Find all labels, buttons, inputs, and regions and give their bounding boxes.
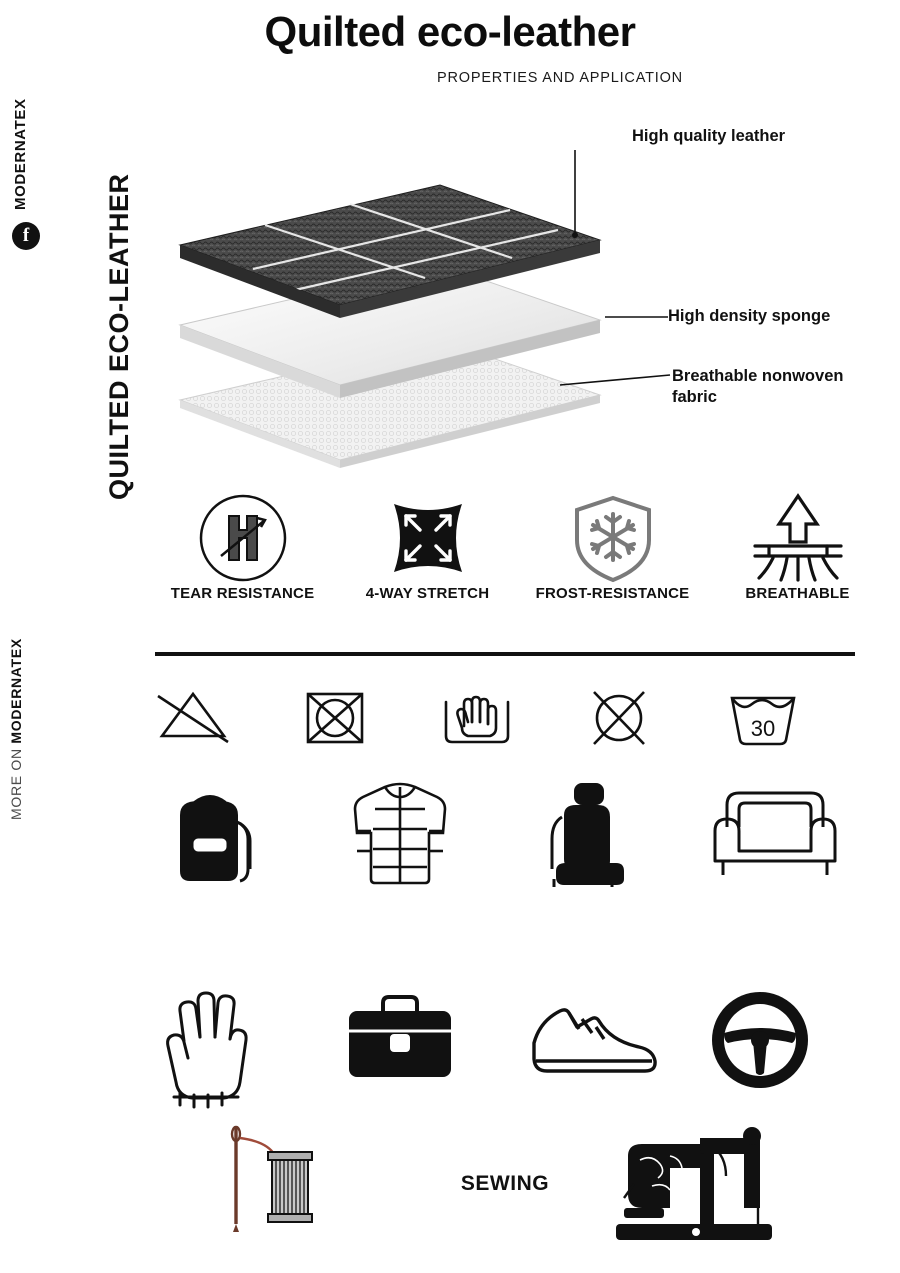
- applications-row-2: [150, 985, 890, 1115]
- applications-row-1: [150, 775, 890, 905]
- application-sofa: [705, 775, 890, 905]
- feature-label: FROST-RESISTANCE: [535, 585, 690, 602]
- sneaker-icon: [520, 985, 670, 1085]
- callout-high-quality-leather: High quality leather: [632, 127, 786, 145]
- page-subtitle: PROPERTIES AND APPLICATION: [437, 70, 683, 86]
- wash-30-icon: [718, 682, 808, 752]
- application-sneaker: [520, 985, 705, 1115]
- do-not-bleach-icon: [150, 682, 236, 752]
- needle-and-thread-icon: [220, 1120, 350, 1250]
- four-way-stretch-icon: [335, 490, 520, 585]
- care-hand-wash: [434, 682, 576, 752]
- callout-high-density-sponge: High density sponge: [668, 307, 831, 325]
- application-puffer-jacket: [335, 775, 520, 905]
- sofa-icon: [705, 775, 845, 885]
- more-on-brand-name: MODERNATEX: [8, 638, 24, 744]
- application-glove: [150, 985, 335, 1115]
- feature-label: TEAR RESISTANCE: [170, 585, 315, 602]
- material-layers-illustration: [150, 150, 750, 500]
- do-not-dry-clean-icon: [576, 682, 662, 752]
- wash-temperature-label: 30: [750, 716, 776, 741]
- callout-leader-lines: [560, 150, 670, 385]
- sewing-machine-icon: [600, 1120, 790, 1250]
- rail-brand-top: MODERNATEX: [12, 98, 29, 210]
- frost-resistance-icon: [520, 490, 705, 585]
- care-do-not-bleach: [150, 682, 292, 752]
- facebook-icon[interactable]: f: [12, 222, 40, 250]
- briefcase-icon: [335, 985, 465, 1095]
- section-vertical-title: QUILTED ECO-LEATHER: [104, 173, 134, 500]
- application-backpack: [150, 775, 335, 905]
- callout-breathable-nonwoven-fabric: Breathable nonwoven fabric: [672, 367, 844, 406]
- hand-wash-icon: [434, 682, 520, 752]
- car-seat-icon: [520, 775, 640, 895]
- feature-4-way-stretch: [335, 490, 520, 630]
- do-not-tumble-dry-icon: [292, 682, 378, 752]
- care-symbols-row: [150, 672, 860, 762]
- tear-resistance-icon: [150, 490, 335, 585]
- more-on-brand: [8, 560, 42, 820]
- application-steering-wheel: [705, 985, 890, 1115]
- glove-icon: [150, 985, 260, 1115]
- feature-tear-resistance: [150, 490, 335, 630]
- more-on-prefix: MORE ON: [8, 743, 24, 820]
- features-row: [150, 490, 890, 630]
- section-divider: [155, 652, 855, 656]
- page-title: Quilted eco-leather: [264, 8, 636, 55]
- breathable-icon: [705, 490, 890, 585]
- sewing-label: SEWING: [460, 1172, 550, 1195]
- care-do-not-dry-clean: [576, 682, 718, 752]
- feature-label: BREATHABLE: [745, 585, 850, 602]
- care-wash-30: [718, 682, 860, 752]
- care-do-not-tumble-dry: [292, 682, 434, 752]
- backpack-icon: [150, 775, 270, 895]
- feature-breathable: [705, 490, 890, 630]
- left-rail: [0, 0, 62, 1273]
- steering-wheel-icon: [705, 985, 815, 1095]
- application-car-seat: [520, 775, 705, 905]
- sewing-row: [150, 1120, 890, 1260]
- puffer-jacket-icon: [335, 775, 465, 895]
- feature-label: 4-WAY STRETCH: [365, 585, 490, 602]
- application-briefcase: [335, 985, 520, 1115]
- feature-frost-resistance: [520, 490, 705, 630]
